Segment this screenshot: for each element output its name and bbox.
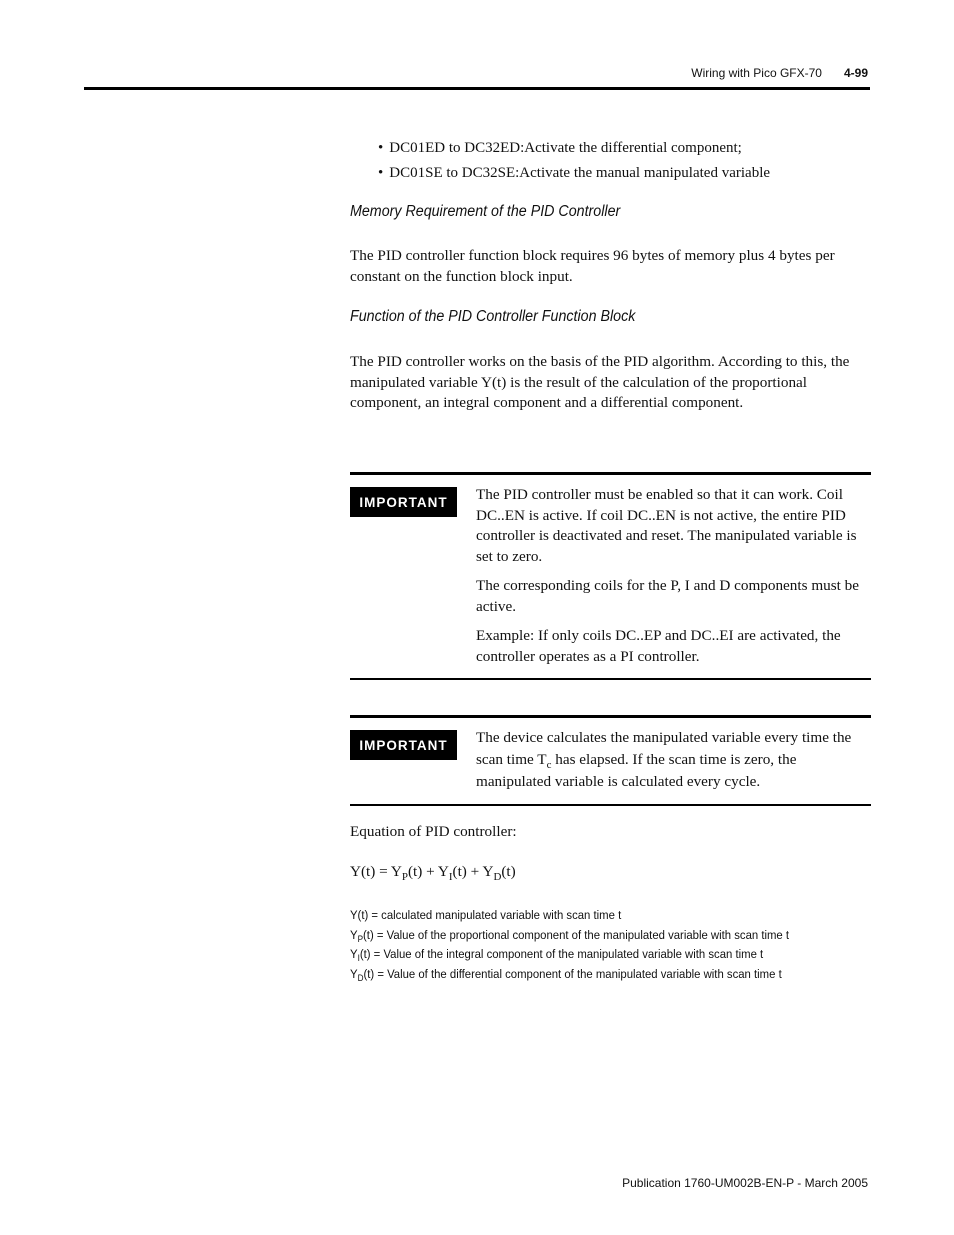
running-header <box>691 66 868 80</box>
important-box-2 <box>350 715 871 806</box>
header-rule <box>84 87 870 90</box>
definition-line: Y(t) = calculated manipulated variable with scan time t <box>350 908 622 922</box>
definition-line: $Y_D(t)$ = Value of the differential component of the manipulated variable with scan time t <box>350 966 782 983</box>
list-item: • DC01SE to DC32SE:Activate the manual manipulated variable <box>378 161 868 186</box>
important-box-1 <box>350 472 871 680</box>
publication-footer: Publication 1760-UM002B-EN-P - March 2005 <box>622 1176 868 1190</box>
important-label: IMPORTANT <box>350 487 457 517</box>
definition-line: $Y_P(t)$ = Value of the proportional component of the manipulated variable with scan time t <box>350 927 790 944</box>
important-body: The device calculates the manipulated variable every time the scan time $T_c$ has elapsed. If the scan time is zero, the manipulated variable is calculated every cycle. <box>476 729 852 790</box>
equation-intro: Equation of PID controller: <box>350 823 517 840</box>
important-text: The corresponding coils for the P, I and D components must be active. <box>476 577 859 615</box>
function-paragraph: The PID controller works on the basis of the PID algorithm. According to this, the manipulated variable Y(t) is the result of the calculation of the proportional component, an integral component and a differential component. <box>350 353 850 411</box>
important-text: Example: If only coils DC..EP and DC..EI are activated, the controller operates as a PI controller. <box>476 627 841 665</box>
header-title: Wiring with Pico GFX-70 <box>691 66 822 80</box>
definition-line: $Y_I(t)$ = Value of the integral component of the manipulated variable with scan time t <box>350 947 764 964</box>
equation-definitions <box>350 906 789 984</box>
section-heading-memory: Memory Requirement of the PID Controller <box>350 203 621 220</box>
important-label: IMPORTANT <box>350 730 457 760</box>
memory-paragraph: The PID controller function block requires 96 bytes of memory plus 4 bytes per constant on the function block input. <box>350 247 835 285</box>
pid-equation: $Y(t) = Y_P(t) + Y_I(t) + Y_D(t)$ <box>350 863 516 883</box>
section-heading-function: Function of the PID Controller Function Block <box>350 308 636 325</box>
bullet-list <box>378 136 868 186</box>
important-body <box>476 485 868 676</box>
list-item: • DC01ED to DC32ED:Activate the differential component; <box>378 136 868 161</box>
page-number: 4-99 <box>843 66 868 80</box>
important-text: The PID controller must be enabled so that it can work. Coil DC..EN is active. If coil DC..EN is not active, the entire PID controller is deactivated and reset. The manipulated variable is set to zero. <box>476 486 857 565</box>
